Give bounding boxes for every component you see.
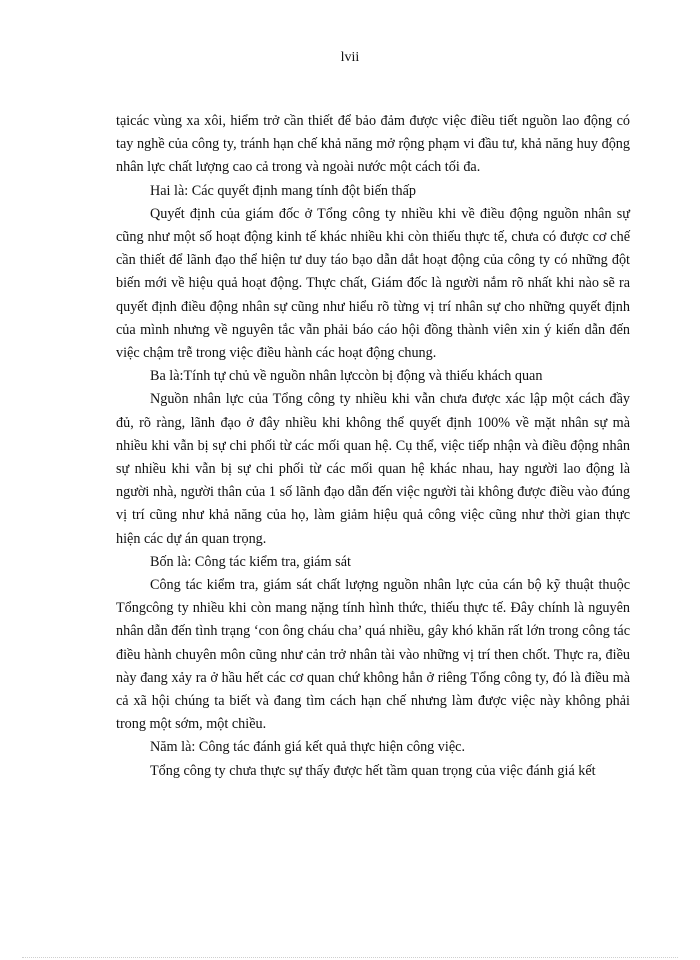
paragraph-point-two: Quyết định của giám đốc ở Tổng công ty nhiều khi về điều động nguồn nhân sự cũng như một số hoạt động kinh tế khác nhiều khi còn thiếu thực tế, chưa có được cơ chế cần thiết để lãnh đạo thể hiện tư duy táo bạo dẫn dắt hoạt động của công ty có những đột biến mới về hiệu quả hoạt động. Thực chất, Giám đốc là người nắm rõ nhất khi nào sẽ ra quyết định điều động nhân sự cũng như hiểu rõ từng vị trí nhân sự cho những quyết định của mình nhưng về nguyên tắc vẫn phải báo cáo hội đồng thành viên xin ý kiến dẫn đến việc chậm trễ trong việc điều hành các hoạt động chung.	[116, 205, 630, 362]
heading-point-two: Hai là: Các quyết định mang tính đột biến thấp	[150, 182, 416, 199]
page-number: lvii	[340, 50, 360, 65]
heading-point-four: Bốn là: Công tác kiểm tra, giám sát	[150, 553, 351, 570]
heading-point-three: Ba là:Tính tự chủ về nguồn nhân lựccòn bị động và thiếu khách quan	[150, 368, 543, 385]
document-body	[116, 110, 630, 783]
paragraph-point-five: Tổng công ty chưa thực sự thấy được hết tầm quan trọng của việc đánh giá kết	[150, 762, 596, 779]
paragraph-point-four: Công tác kiểm tra, giám sát chất lượng nguồn nhân lực của cán bộ kỹ thuật thuộc Tổngcông ty nhiều khi còn mang nặng tính hình thức, thiếu thực tế. Đây chính là nguyên nhân dẫn đến tình trạng ‘con ông cháu cha’ quá nhiều, gây khó khăn rất lớn trong công tác điều hành chuyên môn cũng như cản trở nhân tài vào những vị trí then chốt. Thực ra, điều này đang xảy ra ở hầu hết các cơ quan chứ không hẳn ở riêng Tổng công ty, đó là điều mà cả xã hội chúng ta biết và đang tìm cách hạn chế nhưng làm được việc này không phải trong một sớm, một chiều.	[116, 577, 630, 733]
heading-point-five: Năm là: Công tác đánh giá kết quả thực hiện công việc.	[150, 739, 465, 756]
page-bottom-divider	[22, 957, 678, 958]
paragraph-point-three: Nguồn nhân lực của Tổng công ty nhiều khi vẫn chưa được xác lập một cách đầy đủ, rõ ràng, lãnh đạo ở đây nhiều khi không thể quyết định 100% về mặt nhân sự mà nhiều khi vẫn bị sự chi phối từ các mối quan hệ. Cụ thể, việc tiếp nhận và điều động nhân sự nhiều khi vẫn bị sự chi phối từ các mối quan hệ khác nhau, hay người lao động là người nhà, người thân của 1 số lãnh đạo dẫn đến việc người tài không được điều vào đúng vị trí cũng như khả năng của họ, làm giảm hiệu quả công việc cũng như thời gian thực hiện các dự án quan trọng.	[116, 391, 630, 547]
paragraph-continuation: tạicác vùng xa xôi, hiểm trở cần thiết để bảo đảm được việc điều tiết nguồn lao động có tay nghề của công ty, tránh hạn chế khả năng mở rộng phạm vi đầu tư, khả năng huy động nhân lực chất lượng cao cả trong và ngoài nước một cách tối đa.	[116, 113, 630, 176]
